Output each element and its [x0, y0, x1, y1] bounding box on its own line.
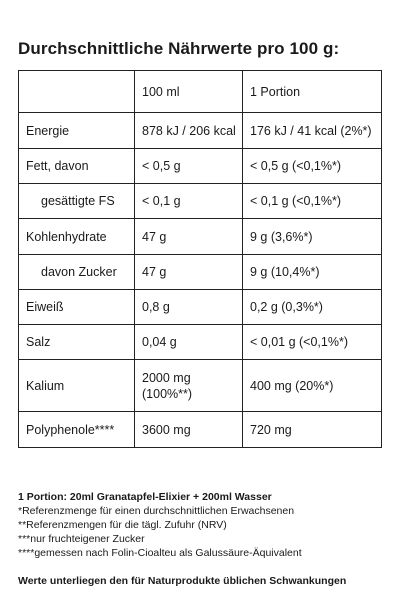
row-value-portion: 9 g (10,4%*)	[243, 255, 382, 290]
row-value-100ml-line1: 2000 mg	[142, 370, 191, 385]
table-row	[19, 184, 382, 219]
row-value-100ml: < 0,5 g	[135, 149, 243, 184]
row-label: Polyphenole****	[19, 412, 135, 448]
footnote-4: ****gemessen nach Folin-Cioalteu als Galussäure-Äquivalent	[18, 547, 302, 559]
row-value-100ml: 47 g	[135, 255, 243, 290]
table-row	[19, 412, 382, 448]
row-value-100ml: 0,04 g	[135, 325, 243, 360]
row-value-100ml-line2: (100%**)	[142, 386, 193, 401]
nutrition-table	[18, 70, 382, 448]
table-row	[19, 255, 382, 290]
row-label: Fett, davon	[19, 149, 135, 184]
table-row	[19, 290, 382, 325]
row-label: Kalium	[19, 360, 135, 412]
footnote-3: ***nur fruchteigener Zucker	[18, 533, 145, 545]
row-value-100ml: 0,8 g	[135, 290, 243, 325]
table-row	[19, 219, 382, 255]
footnote-1: *Referenzmenge für einen durchschnittlichen Erwachsenen	[18, 505, 295, 517]
table-row	[19, 113, 382, 149]
row-value-portion: 720 mg	[243, 412, 382, 448]
row-value-100ml: < 0,1 g	[135, 184, 243, 219]
row-value-100ml	[135, 360, 243, 412]
row-value-100ml: 878 kJ / 206 kcal	[135, 113, 243, 149]
table-row	[19, 360, 382, 412]
row-label: Eiweiß	[19, 290, 135, 325]
row-label: Salz	[19, 325, 135, 360]
page-title: Durchschnittliche Nährwerte pro 100 g:	[18, 39, 340, 58]
row-value-portion: 0,2 g (0,3%*)	[243, 290, 382, 325]
row-value-portion: < 0,5 g (<0,1%*)	[243, 149, 382, 184]
row-value-portion: 176 kJ / 41 kcal (2%*)	[243, 113, 382, 149]
row-value-portion: 400 mg (20%*)	[243, 360, 382, 412]
row-value-portion: 9 g (3,6%*)	[243, 219, 382, 255]
table-row	[19, 149, 382, 184]
header-cell-100ml: 100 ml	[135, 71, 243, 113]
disclaimer: Werte unterliegen den für Naturprodukte üblichen Schwankungen	[18, 575, 347, 587]
table-row	[19, 325, 382, 360]
row-value-100ml: 3600 mg	[135, 412, 243, 448]
footnotes	[18, 490, 302, 560]
row-value-100ml: 47 g	[135, 219, 243, 255]
header-cell-empty	[19, 71, 135, 113]
footnote-2: **Referenzmengen für die tägl. Zufuhr (NRV)	[18, 519, 227, 531]
table-header-row	[19, 71, 382, 113]
row-value-portion: < 0,01 g (<0,1%*)	[243, 325, 382, 360]
row-label: Kohlenhydrate	[19, 219, 135, 255]
row-value-portion: < 0,1 g (<0,1%*)	[243, 184, 382, 219]
row-label: Energie	[19, 113, 135, 149]
footnote-portion-definition: 1 Portion: 20ml Granatapfel-Elixier + 200ml Wasser	[18, 491, 272, 503]
row-label: davon Zucker	[19, 255, 135, 290]
header-cell-portion: 1 Portion	[243, 71, 382, 113]
row-label: gesättigte FS	[19, 184, 135, 219]
